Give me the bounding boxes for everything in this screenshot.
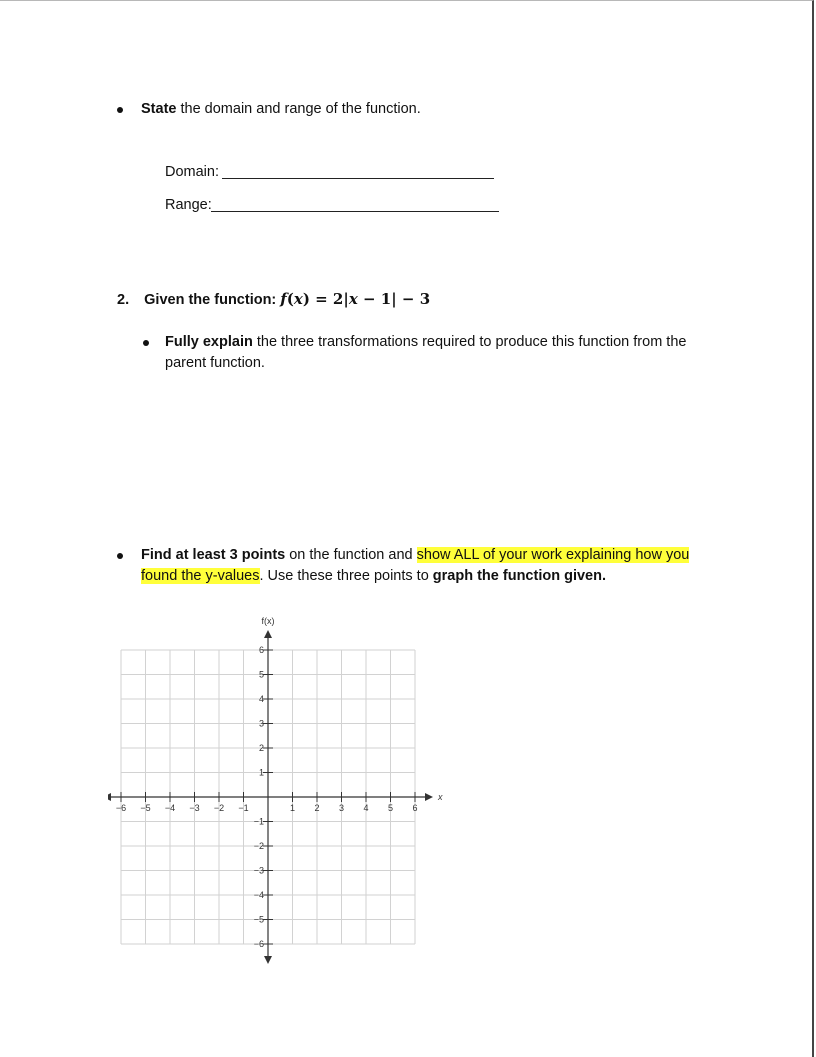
x-tick-label: 3 xyxy=(338,803,345,813)
instruction-bold: graph the function given. xyxy=(432,568,606,584)
x-tick-label: 1 xyxy=(289,803,296,813)
x-axis-label: x xyxy=(438,792,443,802)
x-tick-label: 4 xyxy=(363,803,369,813)
instruction-bold: Fully explain xyxy=(165,334,253,350)
x-tick-label: −2 xyxy=(213,803,225,813)
bullet-dot xyxy=(117,107,123,113)
y-tick-label: −6 xyxy=(253,939,264,949)
x-axis-arrow-left xyxy=(108,793,111,801)
y-tick-label: −2 xyxy=(253,841,264,851)
question-2 xyxy=(117,289,430,311)
y-tick-label: 6 xyxy=(258,645,264,655)
highlighted-text: found the y-values xyxy=(141,568,260,584)
range-label: Range: xyxy=(165,197,212,213)
instruction-text-line2: parent function. xyxy=(165,355,265,371)
question-prefix: Given the function: xyxy=(144,292,277,308)
domain-label: Domain: xyxy=(165,164,219,180)
instruction-text: the three transformations required to produce this function from the xyxy=(252,334,687,350)
y-tick-label: −5 xyxy=(253,914,264,925)
function-expression: f(x) = 2|x − 1| − 3 xyxy=(280,290,431,308)
y-tick-label: 5 xyxy=(258,669,264,680)
points-instruction: Find at least 3 points on the function and show ALL of your work explaining how you found the y-values. Use these three points to graph the function given. xyxy=(141,547,690,584)
y-tick-label: 3 xyxy=(258,718,264,729)
y-tick-label: −3 xyxy=(253,865,264,876)
instruction-bold: Find at least 3 points xyxy=(141,547,286,563)
y-axis-arrow-down xyxy=(264,956,272,964)
x-tick-label: −5 xyxy=(140,803,151,813)
x-tick-label: 6 xyxy=(412,803,418,813)
coordinate-grid[interactable] xyxy=(108,612,458,968)
highlighted-text: show ALL of your work explaining how you xyxy=(416,547,690,563)
domain-range-instruction xyxy=(141,99,421,120)
y-tick-label: 1 xyxy=(258,767,264,778)
y-tick-label: 4 xyxy=(258,694,264,704)
x-tick-label: −3 xyxy=(189,803,200,813)
x-axis-arrow-right xyxy=(425,793,433,801)
question-number: 2. xyxy=(117,292,130,308)
instruction-bold: State xyxy=(141,101,177,117)
y-tick-label: 2 xyxy=(258,743,264,753)
x-tick-label: −1 xyxy=(238,803,249,813)
x-tick-label: 2 xyxy=(314,803,320,813)
x-tick-label: −6 xyxy=(115,803,127,813)
y-axis-label: f(x) xyxy=(261,616,275,626)
bullet-dot xyxy=(143,340,149,346)
y-tick-label: −1 xyxy=(253,816,264,827)
y-axis-arrow-up xyxy=(264,630,272,638)
x-tick-label: 5 xyxy=(387,803,394,813)
range-answer-line[interactable] xyxy=(211,211,499,212)
x-tick-label: −4 xyxy=(164,803,176,813)
transformations-instruction xyxy=(165,332,765,374)
bullet-dot xyxy=(117,553,123,559)
y-tick-label: −4 xyxy=(253,890,264,900)
domain-answer-line[interactable] xyxy=(222,178,494,179)
instruction-text: the domain and range of the function. xyxy=(176,101,421,117)
